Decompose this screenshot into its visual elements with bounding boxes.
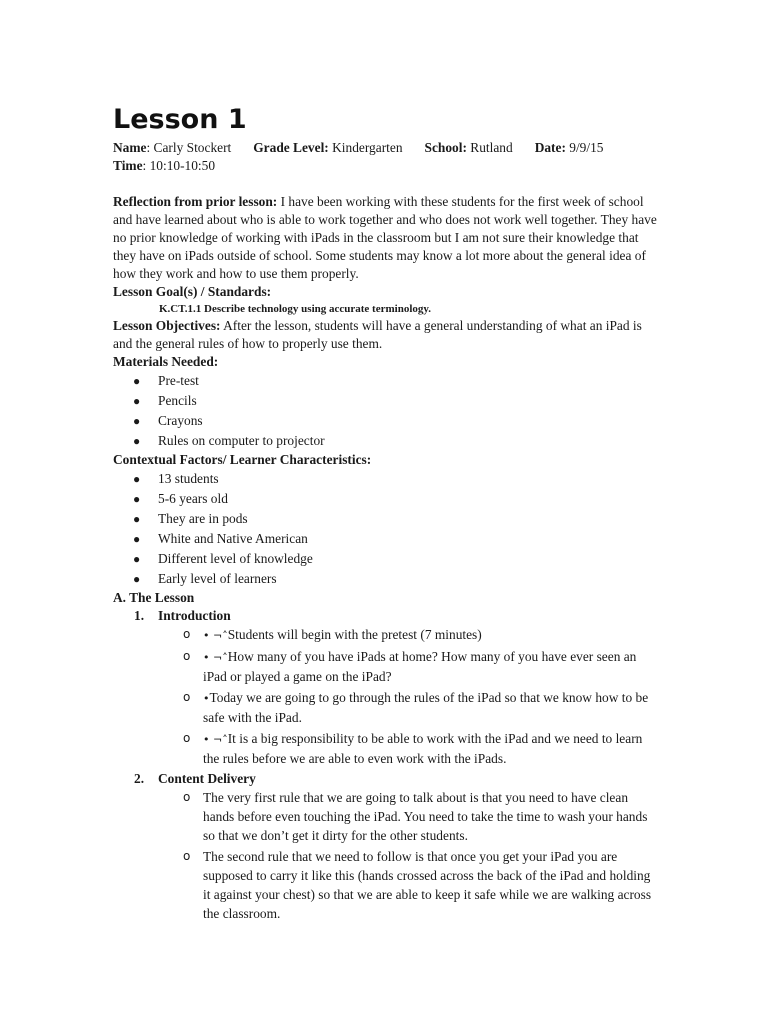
school-label: School: [424, 140, 467, 155]
grade-label: Grade Level: [253, 140, 329, 155]
document-page [113, 104, 658, 925]
bullet-icon: ● [133, 434, 141, 448]
list-item [158, 688, 658, 727]
list-item: ● 13 students [113, 469, 658, 489]
objectives-paragraph [113, 317, 658, 353]
bullet-icon: ● [133, 552, 141, 566]
reflection-paragraph [113, 193, 658, 283]
item-text: Today we are going to go through the rules of the iPad so that we know how to be safe with the iPad. [203, 690, 649, 725]
spacer [113, 175, 658, 193]
name-field [113, 139, 231, 157]
section-introduction [113, 607, 658, 768]
grade-field [253, 139, 402, 157]
materials-heading: Materials Needed: [113, 354, 219, 369]
school-value: Rutland [466, 140, 513, 155]
item-prefix: • [203, 692, 210, 705]
item-prefix: • ¬˄ [203, 651, 228, 664]
list-item: ● Pencils [113, 391, 658, 411]
bullet-icon: ● [133, 472, 141, 486]
section-number: 2. [134, 771, 145, 786]
bullet-icon: ● [133, 572, 141, 586]
item-text: The very first rule that we are going to talk about is that you need to have clean hands before even touching the iPad. You need to take the time to wash your hands so that we don’t get it dirty for the other students. [203, 790, 648, 843]
bullet-icon: ● [133, 374, 141, 388]
contextual-list [113, 469, 658, 589]
circle-bullet-icon: o [183, 731, 191, 745]
circle-bullet-icon: o [183, 690, 191, 704]
lesson-sections [113, 607, 658, 923]
page-title: Lesson 1 [113, 104, 247, 135]
materials-list [113, 371, 658, 451]
bullet-icon: ● [133, 394, 141, 408]
item-text: Students will begin with the pretest (7 minutes) [227, 627, 482, 642]
date-field [535, 139, 604, 157]
list-item [158, 847, 658, 923]
meta-row [113, 139, 658, 157]
list-item: ● 5-6 years old [113, 489, 658, 509]
time-value: : 10:10-10:50 [142, 158, 216, 173]
circle-bullet-icon: o [183, 849, 191, 863]
lesson-heading: A. The Lesson [113, 590, 195, 605]
goals-heading: Lesson Goal(s) / Standards: [113, 284, 272, 299]
contextual-heading: Contextual Factors/ Learner Characteristics: [113, 452, 372, 467]
section-content-delivery [113, 770, 658, 923]
school-field [425, 139, 513, 157]
circle-bullet-icon: o [183, 649, 191, 663]
list-item: ● Different level of knowledge [113, 549, 658, 569]
objectives-label: Lesson Objectives: [113, 318, 221, 333]
circle-bullet-icon: o [183, 790, 191, 804]
name-value: : Carly Stockert [146, 140, 232, 155]
circle-bullet-icon: o [183, 627, 191, 641]
reflection-text: I have been working with these students for the first week of school and have learned about who is able to work together and who does not work well together. They have no prior knowledge of working with iPads in the classroom but I am not sure their knowledge that they have on iPads outside of school. Some students may know a lot more about the general idea of how they work and how to use them properly. [113, 194, 657, 281]
intro-list [158, 625, 658, 768]
reflection-label: Reflection from prior lesson: [113, 194, 278, 209]
time-field [113, 157, 658, 175]
item-text: How many of you have iPads at home? How many of you have ever seen an iPad or played a game on the iPad? [203, 649, 637, 684]
item-prefix: • ¬˄ [203, 629, 228, 642]
list-item [158, 625, 658, 645]
date-value: 9/9/15 [565, 140, 604, 155]
bullet-icon: ● [133, 532, 141, 546]
name-label: Name [113, 140, 147, 155]
section-number: 1. [134, 608, 145, 623]
objectives-text: After the lesson, students will have a general understanding of what an iPad is and the general rules of how to properly use them. [113, 318, 642, 351]
standard-text: K.CT.1.1 Describe technology using accurate terminology. [159, 303, 432, 315]
date-label: Date: [534, 140, 566, 155]
list-item [158, 729, 658, 768]
list-item: ● Rules on computer to projector [113, 431, 658, 451]
section-title: Introduction [158, 608, 231, 623]
list-item: ● Early level of learners [113, 569, 658, 589]
bullet-icon: ● [133, 492, 141, 506]
time-label: Time [113, 158, 143, 173]
list-item [158, 788, 658, 845]
bullet-icon: ● [133, 414, 141, 428]
bullet-icon: ● [133, 512, 141, 526]
grade-value: Kindergarten [328, 140, 403, 155]
item-text: It is a big responsibility to be able to work with the iPad and we need to learn the rules before we are able to even work with the iPads. [203, 731, 643, 766]
content-list [158, 788, 658, 923]
item-prefix: • ¬˄ [203, 733, 228, 746]
list-item: ● They are in pods [113, 509, 658, 529]
item-text: The second rule that we need to follow is that once you get your iPad you are supposed to carry it like this (hands crossed across the back of the iPad and holding it against your chest) so that we are able to keep it safe while we are walking across the classroom. [203, 849, 652, 921]
section-title: Content Delivery [158, 771, 256, 786]
list-item: ● Crayons [113, 411, 658, 431]
list-item [158, 647, 658, 686]
list-item: ● White and Native American [113, 529, 658, 549]
list-item: ● Pre-test [113, 371, 658, 391]
